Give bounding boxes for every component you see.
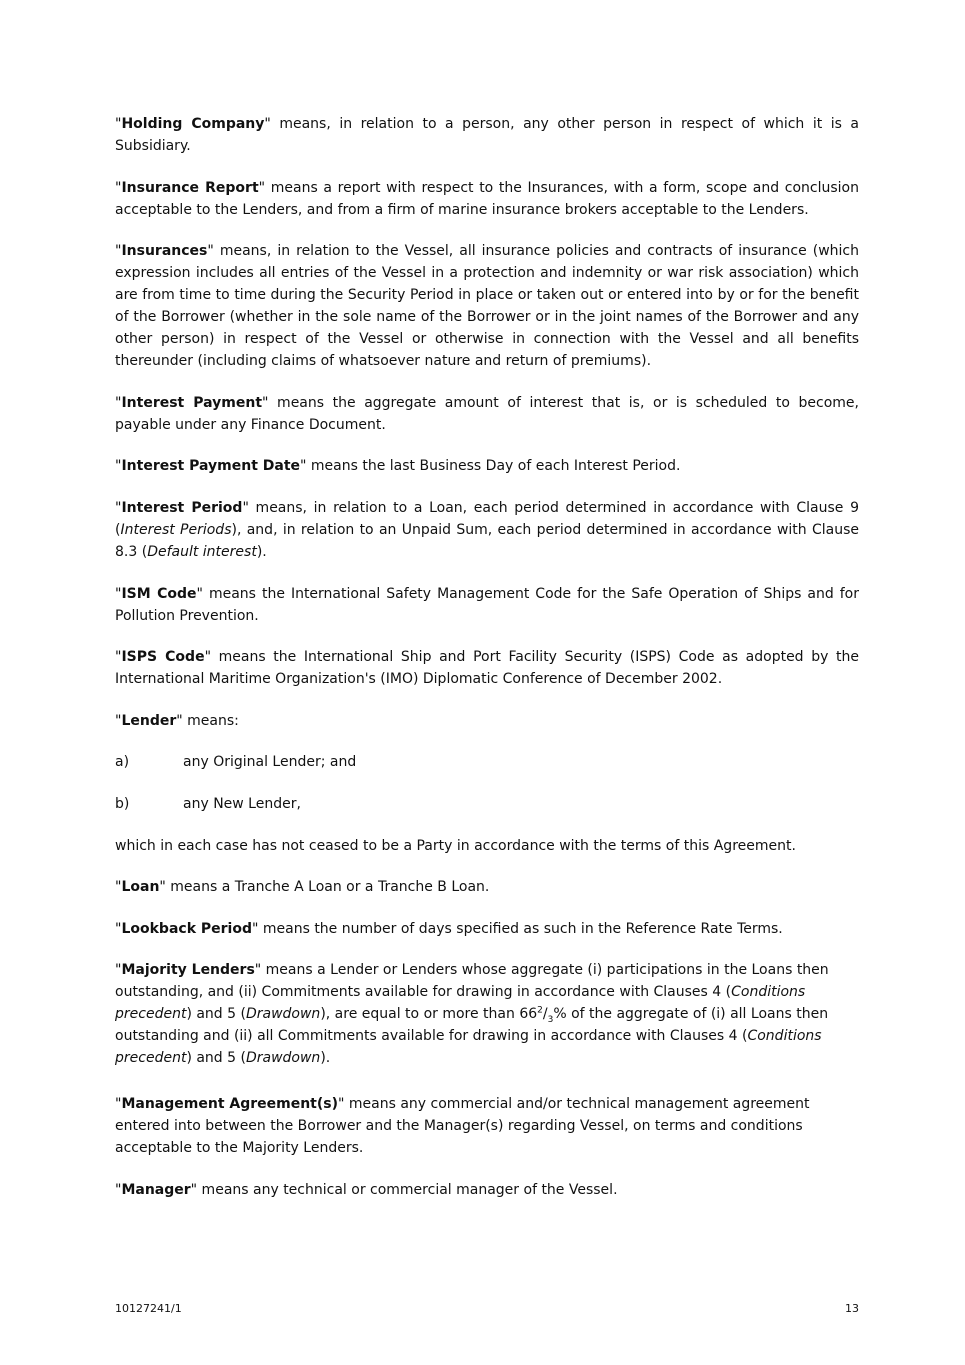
definition-paragraph (115, 918, 859, 940)
clause-reference: Interest Periods (120, 521, 232, 538)
text-run: " (115, 712, 122, 729)
defined-term: Majority Lenders (121, 962, 255, 979)
page-number: 13 (845, 1302, 859, 1315)
definition-paragraph (115, 455, 859, 477)
defined-term: Lookback Period (121, 920, 252, 937)
text-run: " (115, 1096, 122, 1113)
definition-paragraph (115, 177, 859, 221)
definition-paragraph (115, 1179, 859, 1201)
text-run: " (115, 458, 122, 475)
superscript: 2 (537, 1005, 543, 1016)
text-run: ) and 5 ( (186, 1050, 246, 1067)
text-run: ), are equal to or more than 66 (320, 1006, 538, 1023)
text-run: " (115, 585, 122, 602)
text-run: " means the International Ship and Port Facility Security (ISPS) Code as adopted by the International Maritime Organization's (IMO) Diplomatic Conference of December 2002. (115, 649, 860, 688)
text-run: " (115, 243, 122, 260)
clause-reference: Conditions precedent (115, 1028, 822, 1067)
definition-paragraph (115, 646, 859, 690)
definition-paragraph (115, 583, 859, 627)
definition-paragraph (115, 835, 859, 857)
text-run: " (115, 920, 122, 937)
clause-reference: Conditions precedent (115, 984, 806, 1023)
text-run: " means the aggregate amount of interest that is, or is scheduled to become, payable under any Finance Document. (115, 394, 859, 433)
list-item-label: b) (115, 795, 130, 812)
defined-term: Insurance Report (121, 179, 259, 196)
list-item-text (183, 751, 356, 773)
list-item (115, 751, 859, 773)
document-reference: 10127241/1 (115, 1302, 182, 1315)
list-item-text (183, 793, 301, 815)
definition-paragraph (115, 240, 859, 372)
text-run: " (115, 649, 122, 666)
text-run: any Original Lender; and (183, 754, 357, 771)
text-run: " means any commercial and/or technical management agreement entered into between the Borrower and the Manager(s) regarding Vessel, on terms and conditions acceptable to the Majority Lenders. (115, 1096, 810, 1157)
text-run: ). (256, 543, 267, 560)
defined-term: Insurances (121, 243, 208, 260)
clause-reference: Default interest (147, 543, 257, 560)
text-run: " means the International Safety Management Code for the Safe Operation of Ships and for Pollution Prevention. (115, 585, 859, 624)
text-run: " (115, 962, 122, 979)
text-run: % of the aggregate of (i) all Loans then outstanding and (ii) all Commitments available for drawing in accordance with Clauses 4 ( (115, 1006, 829, 1045)
defined-term: Loan (121, 879, 160, 896)
text-run: ). (320, 1050, 331, 1067)
text-run: " means, in relation to a Loan, each period determined in accordance with Clause 9 ( (115, 499, 859, 538)
text-run: " means the last Business Day of each Interest Period. (300, 458, 681, 475)
definition-paragraph (115, 959, 859, 1069)
defined-term: Interest Payment Date (121, 458, 301, 475)
definition-paragraph (115, 497, 859, 563)
text-run: ) and 5 ( (186, 1006, 246, 1023)
defined-term: Lender (121, 712, 177, 729)
text-run: / (542, 1006, 548, 1023)
definition-paragraph (115, 710, 859, 732)
defined-term: Management Agreement(s) (121, 1096, 339, 1113)
text-run: " (115, 1181, 122, 1198)
text-run: " (115, 394, 122, 411)
defined-term: Interest Period (121, 499, 243, 516)
definition-paragraph (115, 113, 859, 157)
text-run: " means the number of days specified as such in the Reference Rate Terms. (251, 920, 783, 937)
clause-reference: Drawdown (245, 1050, 321, 1067)
defined-term: Manager (121, 1181, 191, 1198)
definition-paragraph (115, 392, 859, 436)
text-run: " means, in relation to the Vessel, all insurance policies and contracts of insurance (which expression includes all entries of the Vessel in a protection and indemnity or war risk association) which are from time to time during the Security Period in place or taken out or entered into by or for the benefit of the Borrower (whether in the sole name of the Borrower or in the joint names of the Borrower and any other person) in respect of the Vessel or otherwise in connection with the Vessel and all benefits thereunder (including claims of whatsoever nature and return of premiums). (115, 243, 859, 370)
document-body (115, 113, 859, 1221)
text-run: " means any technical or commercial manager of the Vessel. (190, 1181, 618, 1198)
text-run: " (115, 879, 122, 896)
definition-paragraph (115, 1093, 859, 1159)
text-run: ), and, in relation to an Unpaid Sum, each period determined in accordance with Clause 8.3 ( (115, 521, 859, 560)
defined-term: Interest Payment (121, 394, 263, 411)
defined-term: ISPS Code (121, 649, 205, 666)
text-run: " means: (176, 712, 239, 729)
text-run: " means, in relation to a person, any other person in respect of which it is a Subsidiary. (115, 116, 859, 154)
list-item (115, 793, 859, 815)
text-run: " means a report with respect to the Insurances, with a form, scope and conclusion acceptable to the Lenders, and from a firm of marine insurance brokers acceptable to the Lenders. (115, 179, 859, 218)
defined-term: Holding Company (121, 116, 265, 132)
text-run: " (115, 499, 122, 516)
defined-term: ISM Code (121, 585, 197, 602)
text-run: " (115, 116, 122, 132)
text-run: which in each case has not ceased to be a Party in accordance with the terms of this Agreement. (115, 837, 796, 854)
definition-paragraph (115, 876, 859, 898)
text-run: " means a Tranche A Loan or a Tranche B Loan. (159, 879, 490, 896)
text-run: " means a Lender or Lenders whose aggregate (i) participations in the Loans then outstanding, and (ii) Commitments available for drawing in accordance with Clauses 4 ( (115, 962, 829, 1001)
page-footer (115, 1302, 859, 1315)
text-run: any New Lender, (183, 795, 301, 812)
text-run: " (115, 179, 122, 196)
clause-reference: Drawdown (245, 1006, 321, 1023)
list-item-label: a) (115, 754, 130, 771)
subscript: 3 (547, 1015, 554, 1026)
